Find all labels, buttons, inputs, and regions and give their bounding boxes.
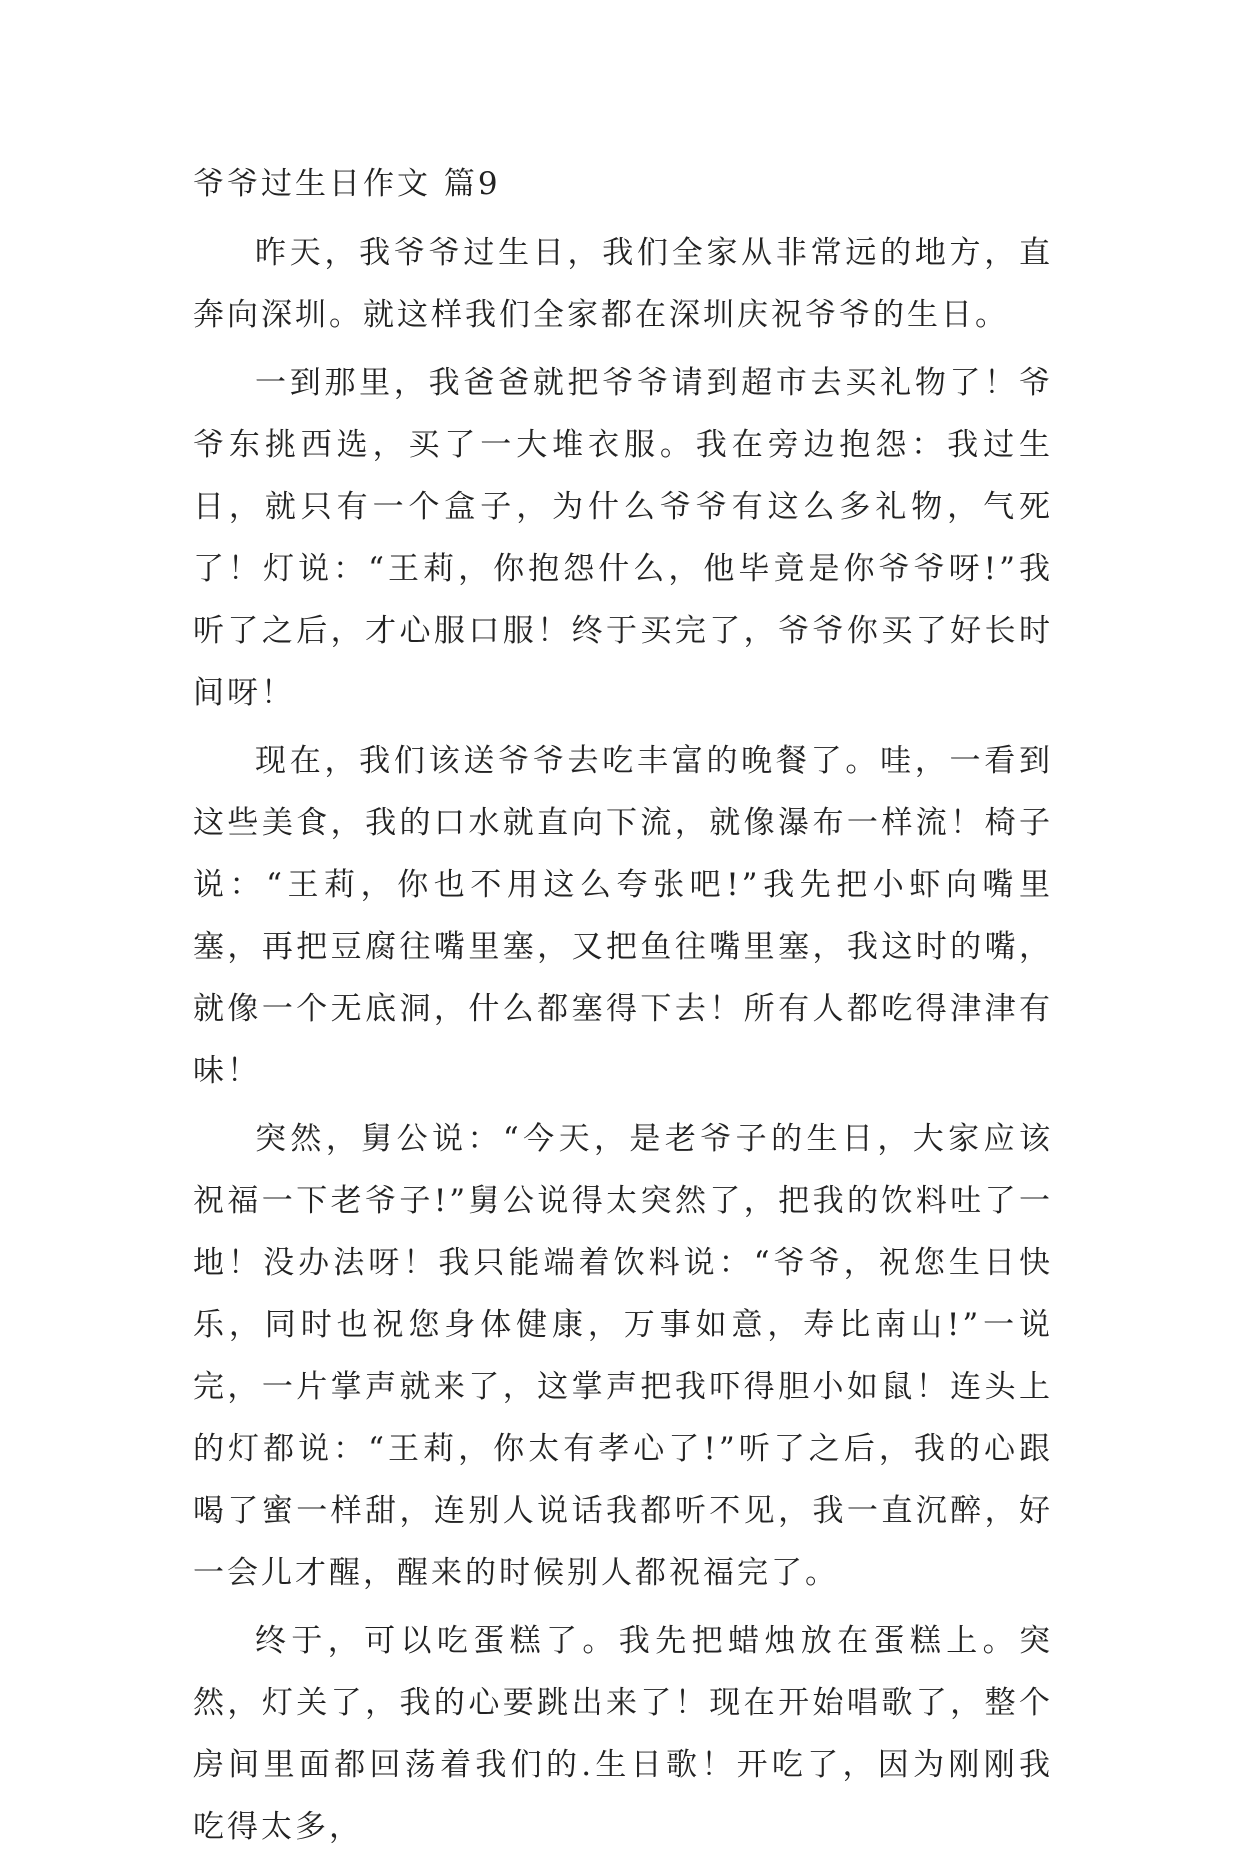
paragraph-5: 终于，可以吃蛋糕了。我先把蜡烛放在蛋糕上。突然，灯关了，我的心要跳出来了！现在开始唱歌了，整个房间里面都回荡着我们的.生日歌！开吃了，因为刚刚我吃得太多， [193, 1623, 1053, 1845]
paragraph-2: 一到那里，我爸爸就把爷爷请到超市去买礼物了！爷爷东挑西选，买了一大堆衣服。我在旁边抱怨：我过生日，就只有一个盒子，为什么爷爷有这么多礼物，气死了！灯说：“王莉，你抱怨什么，他毕竟是你爷爷呀!”我听了之后，才心服口服！终于买完了，爷爷你买了好长时间呀！ [193, 365, 1053, 711]
paragraph-1: 昨天，我爷爷过生日，我们全家从非常远的地方，直奔向深圳。就这样我们全家都在深圳庆祝爷爷的生日。 [193, 235, 1053, 333]
document-body [193, 160, 1053, 1864]
paragraph-3: 现在，我们该送爷爷去吃丰富的晚餐了。哇，一看到这些美食，我的口水就直向下流，就像瀑布一样流！椅子说：“王莉，你也不用这么夸张吧!”我先把小虾向嘴里塞，再把豆腐往嘴里塞，又把鱼往嘴里塞，我这时的嘴，就像一个无底洞，什么都塞得下去！所有人都吃得津津有味！ [193, 743, 1053, 1089]
essay-title: 爷爷过生日作文 篇9 [193, 166, 501, 202]
paragraph-4: 突然，舅公说：“今天，是老爷子的生日，大家应该祝福一下老爷子!”舅公说得太突然了，把我的饮料吐了一地！没办法呀！我只能端着饮料说：“爷爷，祝您生日快乐，同时也祝您身体健康，万事如意，寿比南山!”一说完，一片掌声就来了，这掌声把我吓得胆小如鼠！连头上的灯都说：“王莉，你太有孝心了!”听了之后，我的心跟喝了蜜一样甜，连别人说话我都听不见，我一直沉醉，好一会儿才醒，醒来的时候别人都祝福完了。 [193, 1121, 1053, 1591]
